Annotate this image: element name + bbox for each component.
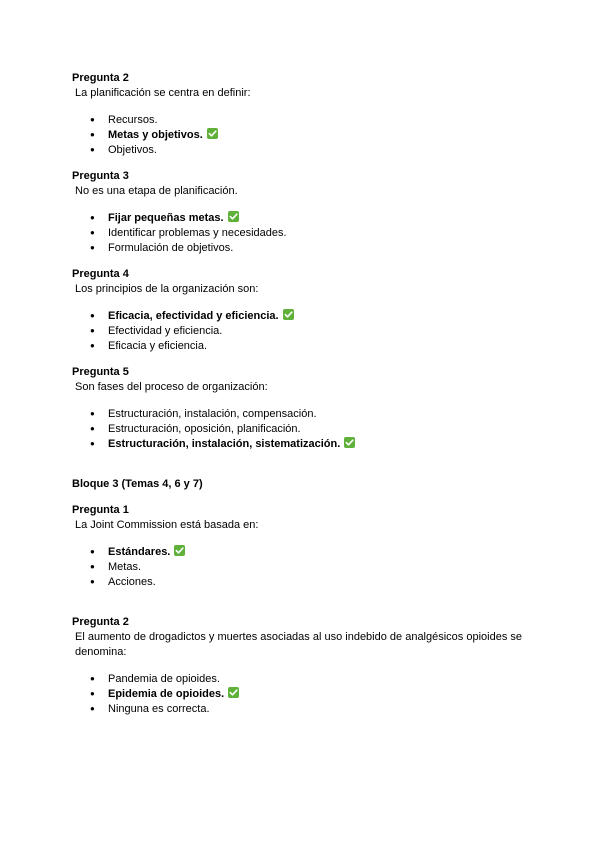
- answer-option-correct: ● Eficacia, efectividad y eficiencia.: [90, 309, 294, 323]
- block-title: Bloque 3 (Temas 4, 6 y 7): [72, 478, 203, 490]
- bullet-icon: ●: [90, 341, 95, 350]
- question-text: El aumento de drogadictos y muertes asociadas al uso indebido de analgésicos opioides se denomina:: [75, 631, 523, 658]
- green-check-mark-icon: [344, 437, 355, 448]
- question-text: Son fases del proceso de organización:: [75, 381, 268, 393]
- bullet-icon: ●: [90, 424, 95, 433]
- green-check-mark-icon: [174, 545, 185, 556]
- question-text: La planificación se centra en definir:: [75, 87, 251, 99]
- question-title: Pregunta 1: [72, 504, 129, 516]
- answer-option-correct: ● Estándares.: [90, 545, 185, 559]
- question-title: Pregunta 2: [72, 616, 129, 628]
- question-title: Pregunta 2: [72, 72, 129, 84]
- question-title: Pregunta 5: [72, 366, 129, 378]
- question-title: Pregunta 3: [72, 170, 129, 182]
- bullet-icon: ●: [90, 577, 95, 586]
- bullet-icon: ●: [90, 562, 95, 571]
- answer-option-correct: ● Epidemia de opioides.: [90, 687, 239, 701]
- answer-option: ● Acciones.: [90, 576, 156, 588]
- answer-option: ● Formulación de objetivos.: [90, 242, 234, 254]
- green-check-mark-icon: [228, 687, 239, 698]
- green-check-mark-icon: [283, 309, 294, 320]
- answer-option: ● Efectividad y eficiencia.: [90, 325, 223, 337]
- green-check-mark-icon: [228, 211, 239, 222]
- question-text: Los principios de la organización son:: [75, 283, 259, 295]
- bullet-icon: ●: [90, 311, 95, 320]
- answer-option: ● Objetivos.: [90, 144, 157, 156]
- answer-option: ● Estructuración, instalación, compensación.: [90, 408, 317, 420]
- answer-option: ● Metas.: [90, 561, 142, 573]
- answer-option: ● Identificar problemas y necesidades.: [90, 227, 287, 239]
- bullet-icon: ●: [90, 674, 95, 683]
- answer-option-correct: ● Metas y objetivos.: [90, 128, 218, 142]
- bullet-icon: ●: [90, 243, 95, 252]
- answer-option: ● Pandemia de opioides.: [90, 673, 220, 685]
- question-text: No es una etapa de planificación.: [75, 185, 238, 197]
- question-title: Pregunta 4: [72, 268, 129, 280]
- bullet-icon: ●: [90, 439, 95, 448]
- bullet-icon: ●: [90, 547, 95, 556]
- bullet-icon: ●: [90, 213, 95, 222]
- bullet-icon: ●: [90, 689, 95, 698]
- answer-option-correct: ● Estructuración, instalación, sistematización.: [90, 437, 355, 451]
- bullet-icon: ●: [90, 228, 95, 237]
- answer-option: ● Recursos.: [90, 114, 158, 126]
- answer-option: ● Eficacia y eficiencia.: [90, 340, 208, 352]
- bullet-icon: ●: [90, 409, 95, 418]
- bullet-icon: ●: [90, 115, 95, 124]
- answer-option-correct: ● Fijar pequeñas metas.: [90, 211, 239, 225]
- answer-option: ● Estructuración, oposición, planificación.: [90, 423, 301, 435]
- bullet-icon: ●: [90, 145, 95, 154]
- bullet-icon: ●: [90, 326, 95, 335]
- bullet-icon: ●: [90, 704, 95, 713]
- green-check-mark-icon: [207, 128, 218, 139]
- bullet-icon: ●: [90, 130, 95, 139]
- answer-option: ● Ninguna es correcta.: [90, 703, 210, 715]
- question-text: La Joint Commission está basada en:: [75, 519, 259, 531]
